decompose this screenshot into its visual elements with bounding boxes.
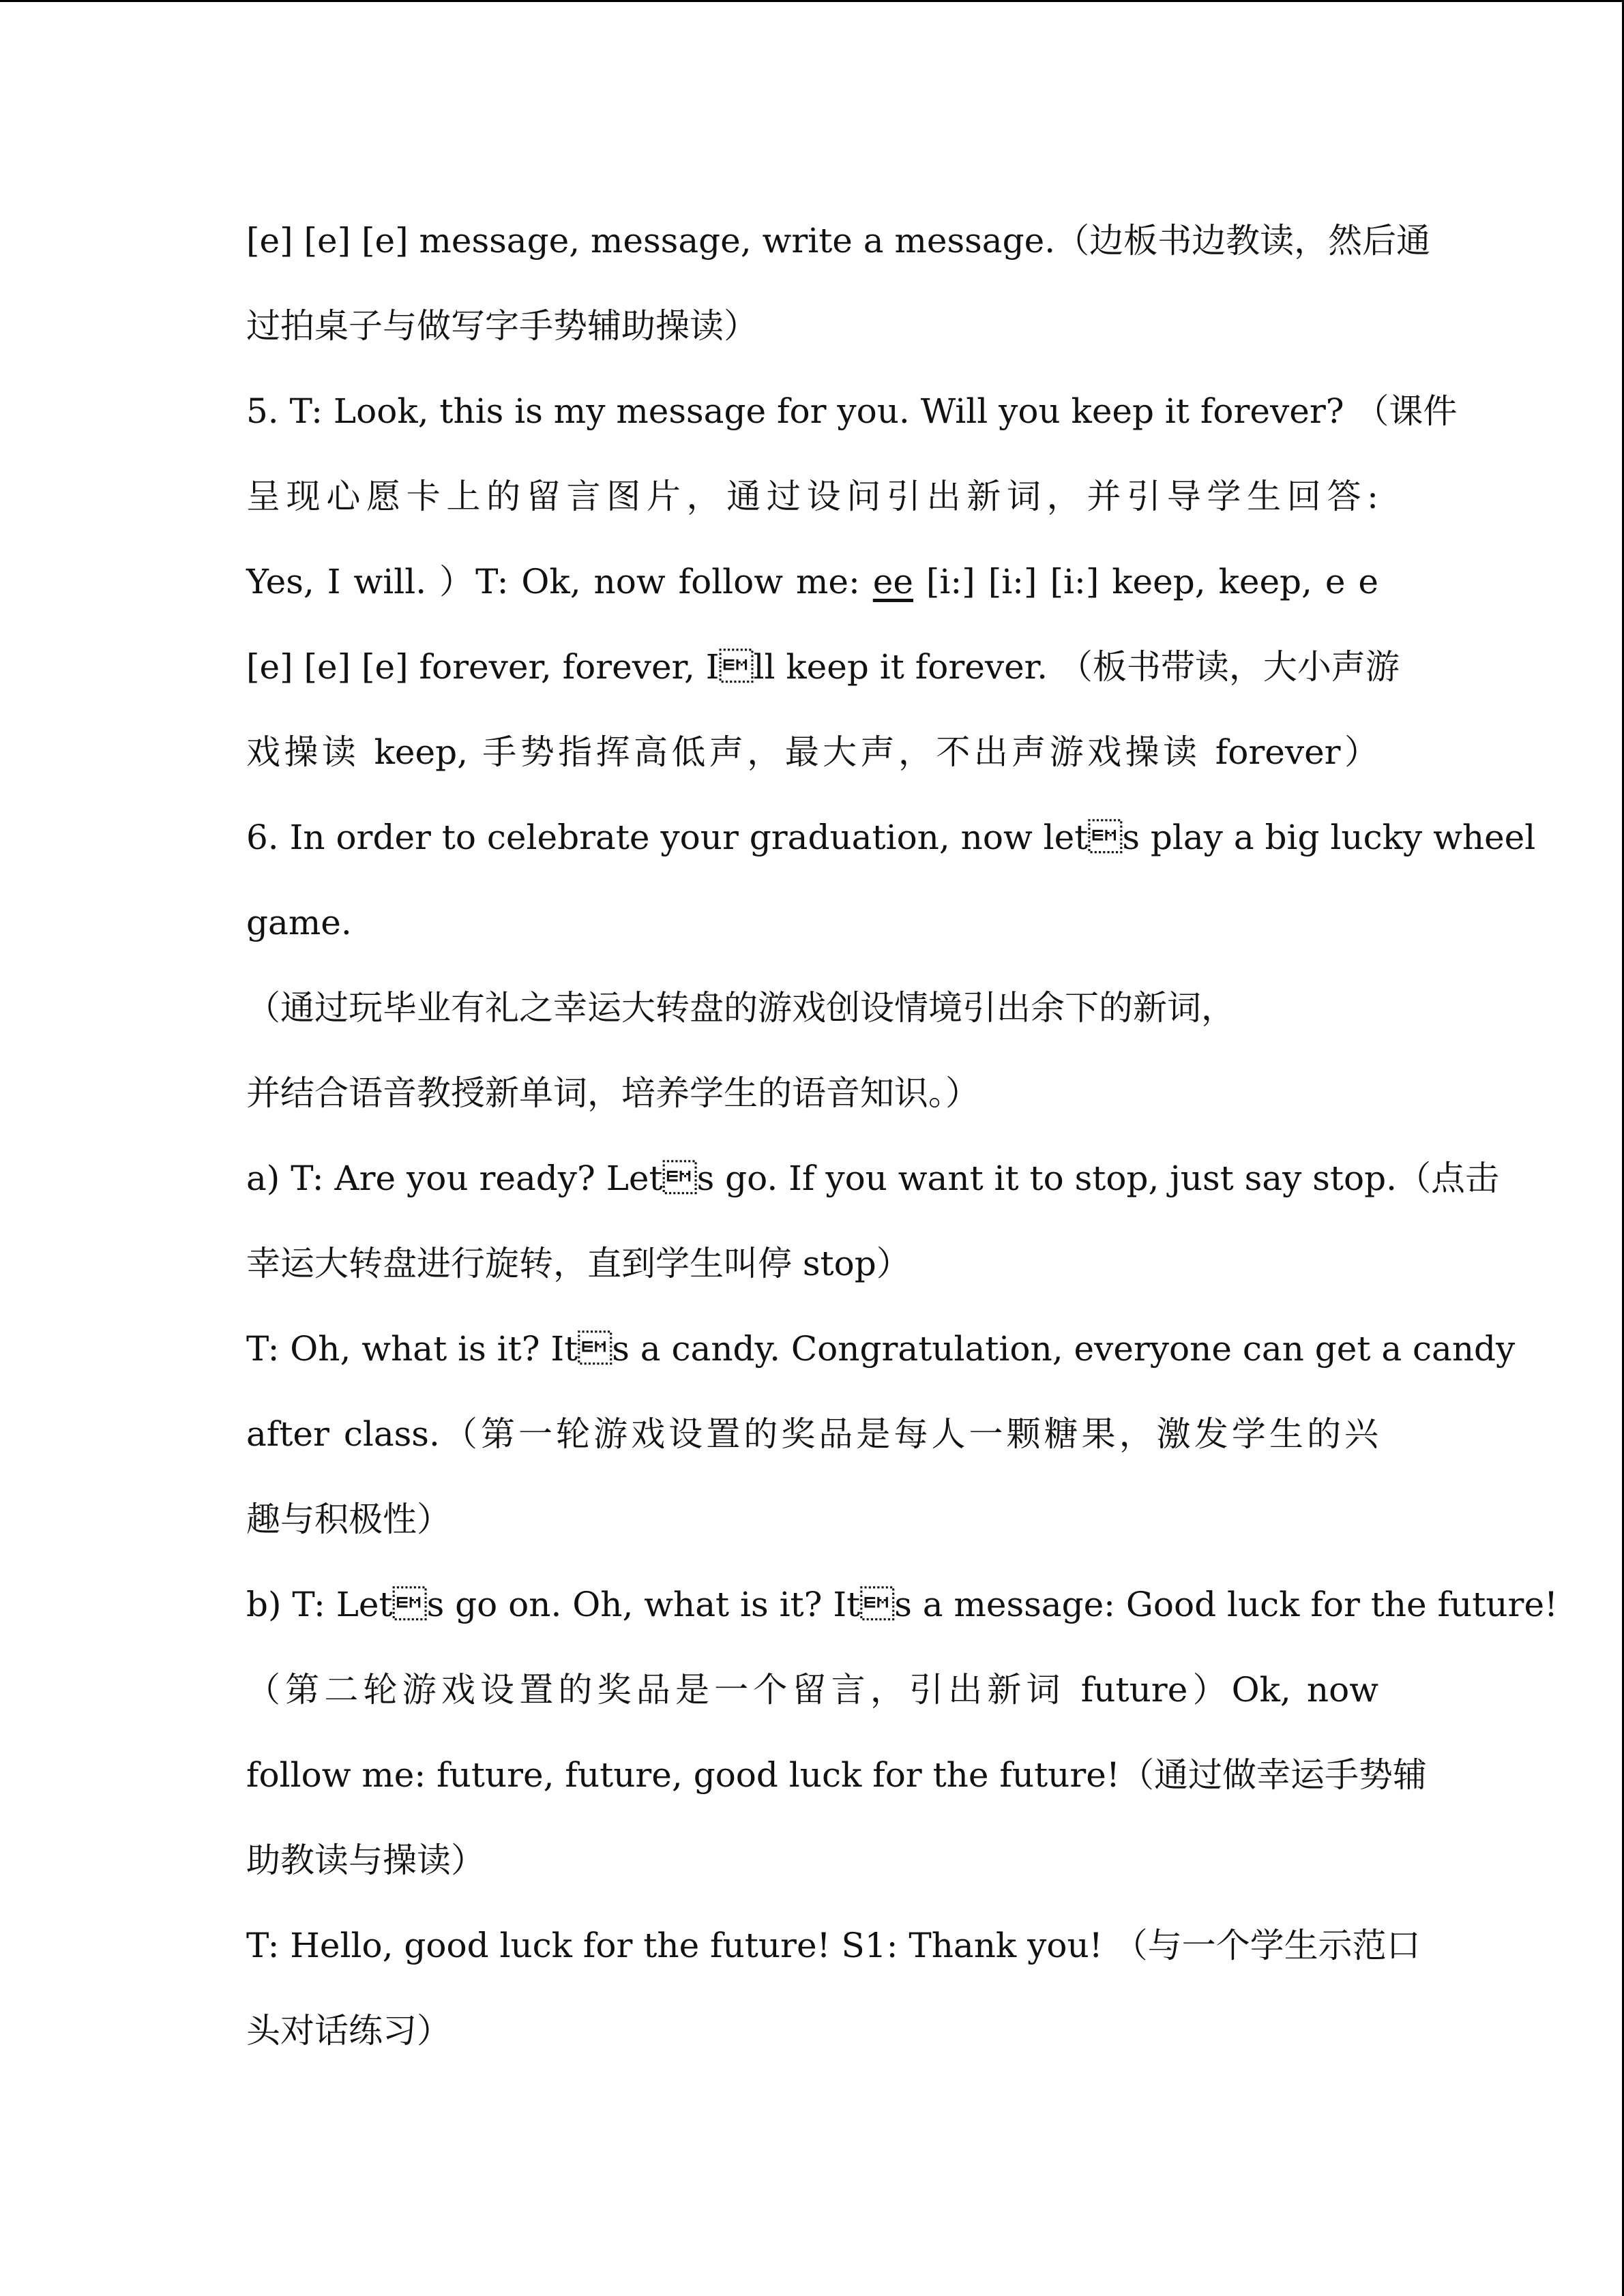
text-line: 过拍桌子与做写字手势辅助操读） — [246, 306, 758, 346]
text-line: 幸运大转盘进行旋转，直到学生叫停 stop） — [246, 1244, 911, 1283]
text-line: [e] [e] [e] forever, forever, Ill keep it forever. （板书带读，大小声游 — [246, 647, 1400, 687]
text-line: a) T: Are you ready? Lets go. If you want it to stop, just say stop.（点击 — [246, 1159, 1499, 1198]
text-line: 5. T: Look, this is my message for you. Will you keep it forever? （课件 — [246, 391, 1458, 431]
text-line: 6. In order to celebrate your graduation, now lets play a big lucky wheel — [246, 818, 1536, 857]
text-line: 助教读与操读） — [246, 1840, 485, 1880]
text-line: game. — [246, 903, 352, 942]
text-line: follow me: future, future, good luck for the future!（通过做幸运手势辅 — [246, 1755, 1427, 1795]
text-line: 呈现心愿卡上的留言图片，通过设问引出新词，并引导学生回答: — [246, 477, 1378, 516]
text-line: 并结合语音教授新单词，培养学生的语音知识。） — [246, 1073, 979, 1113]
text-line: 趣与积极性） — [246, 1500, 451, 1539]
text-line: T: Hello, good luck for the future! S1: Thank you! （与一个学生示范口 — [246, 1926, 1421, 1965]
text-line: T: Oh, what is it? Its a candy. Congratulation, everyone can get a candy — [246, 1329, 1516, 1369]
text-line: after class.（第一轮游戏设置的奖品是每人一颗糖果，激发学生的兴 — [246, 1414, 1378, 1454]
text-line: （第二轮游戏设置的奖品是一个留言，引出新词 future）Ok, now — [246, 1670, 1378, 1710]
text-line: （通过玩毕业有礼之幸运大转盘的游戏创设情境引出余下的新词， — [246, 988, 1235, 1028]
text-line: b) T: Lets go on. Oh, what is it? Its a message: Good luck for the future! — [246, 1585, 1559, 1624]
text-line: [e] [e] [e] message, message, write a message.（边板书边教读，然后通 — [246, 221, 1431, 260]
text-segment: Yes, I will. ）T: Ok, now follow me: — [246, 562, 873, 601]
document-body — [246, 198, 1559, 2074]
text-line — [246, 539, 1378, 625]
text-line: 戏操读 keep, 手势指挥高低声，最大声，不出声游戏操读 forever） — [246, 732, 1378, 772]
underlined-phoneme: ee — [872, 562, 913, 601]
text-line: 头对话练习） — [246, 2011, 451, 2051]
text-segment: [i:] [i:] [i:] keep, keep, e e — [913, 562, 1378, 601]
